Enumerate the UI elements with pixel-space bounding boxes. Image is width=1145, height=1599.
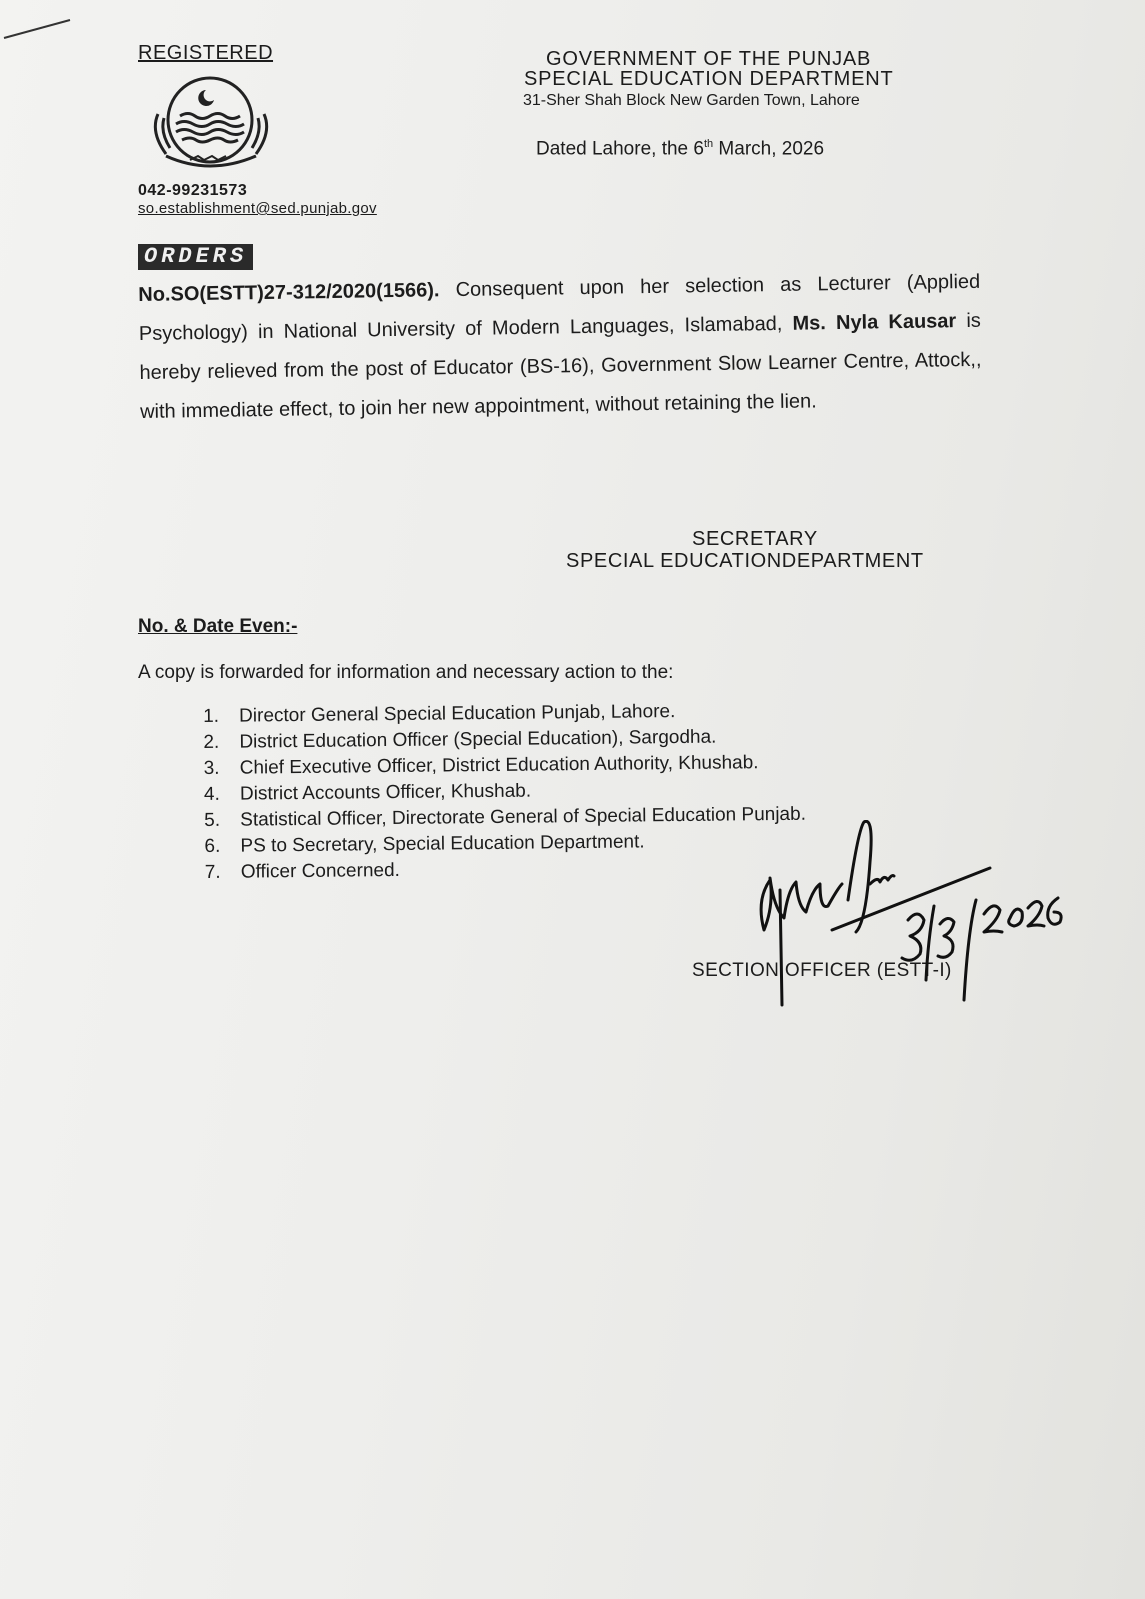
secretary-department: SPECIAL EDUCATIONDEPARTMENT [566,550,924,572]
list-item: 6. PS to Secretary, Special Education Department. [204,831,645,857]
employee-name: Ms. Nyla Kausar [792,310,957,335]
order-reference: No.SO(ESTT)27-312/2020(1566). [138,279,440,306]
handwritten-signature-icon [740,820,1100,1020]
email-address: so.establishment@sed.punjab.gov [138,200,377,217]
dated-line: Dated Lahore, the 6th March, 2026 [536,138,825,160]
recipient-list [203,698,807,886]
list-item: 5. Statistical Officer, Directorate General of Special Education Punjab. [204,803,807,831]
no-date-even-heading: No. & Date Even:- [138,616,298,637]
government-title: GOVERNMENT OF THE PUNJAB [546,48,872,70]
copy-forwarded-text: A copy is forwarded for information and necessary action to the: [138,662,674,683]
pen-mark [0,10,80,40]
department-address: 31-Sher Shah Block New Garden Town, Lahore [523,92,860,109]
order-paragraph: No.SO(ESTT)27-312/2020(1566). Consequent upon her selection as Lecturer (Applied Psychology) in National University of Modern Languages, Islamabad, Ms. Nyla Kausar is hereby relieved from the post of Educator (BS-16), Government Slow Learner Centre, Attock,, with immediate effect, to join her new appointment, without retaining the lien. [138,270,982,423]
department-title: SPECIAL EDUCATION DEPARTMENT [524,68,894,90]
registered-label: REGISTERED [138,42,274,64]
list-item: 3. Chief Executive Officer, District Education Authority, Khushab. [203,752,759,779]
list-item: 4. District Accounts Officer, Khushab. [203,780,532,805]
list-item: 1. Director General Special Education Punjab, Lahore. [203,701,676,727]
punjab-government-emblem-icon [146,74,276,174]
orders-heading: ORDERS [138,244,253,270]
secretary-title: SECRETARY [692,528,818,550]
list-item: 2. District Education Officer (Special Education), Sargodha. [203,726,717,753]
list-item: 7. Officer Concerned. [204,859,400,883]
phone-number: 042-99231573 [138,182,248,199]
section-officer-designation: SECTION OFFICER (ESTT-I) [692,960,952,981]
